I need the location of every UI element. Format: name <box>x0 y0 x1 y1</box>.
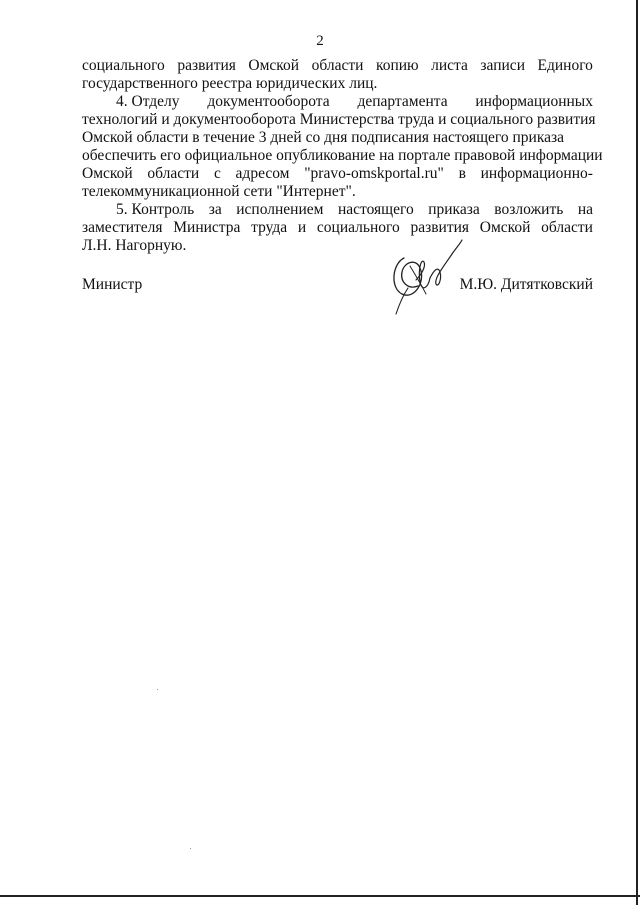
word: исполнением <box>236 201 324 218</box>
handwritten-signature <box>386 236 466 316</box>
word: информационно- <box>480 165 593 182</box>
word: информационных <box>475 93 593 110</box>
word: за <box>208 201 222 218</box>
word: листа <box>431 57 468 74</box>
word: копию <box>375 57 419 74</box>
word: Единого <box>537 57 593 74</box>
word: адресом <box>235 165 290 182</box>
paragraph-line <box>116 201 593 219</box>
word: заместителя <box>82 219 163 236</box>
paragraph-line <box>82 219 593 237</box>
word: области <box>147 165 200 182</box>
word: области <box>311 57 364 74</box>
word: телекоммуникационной сети "Интернет". <box>82 183 356 200</box>
signatory-name: М.Ю. Дитятковский <box>459 276 593 293</box>
word: в <box>458 165 466 182</box>
word: социального <box>316 219 400 236</box>
word: государственного реестра юридических лиц. <box>82 75 378 92</box>
paragraph-line <box>82 111 596 129</box>
word: технологий и документооборота Министерства труда и социального развития <box>82 111 596 128</box>
paragraph-line <box>82 57 593 75</box>
paragraph-line <box>82 75 593 93</box>
signatory-title: Министр <box>82 276 143 293</box>
paragraph-line <box>82 237 593 255</box>
paragraph-line <box>116 93 593 111</box>
word: социального <box>82 57 165 74</box>
word: с <box>213 165 221 182</box>
word: документооборота <box>207 93 330 110</box>
paragraph-line <box>82 183 593 201</box>
word: обеспечить его официальное опубликование на портале правовой информации <box>82 147 603 164</box>
scan-border-bottom <box>0 895 640 897</box>
word: труда <box>251 219 288 236</box>
word: развития <box>177 57 236 74</box>
word: "pravo-omskportal.ru" <box>304 165 444 182</box>
word: Л.Н. Нагорную. <box>82 237 187 254</box>
word: возложить <box>494 201 564 218</box>
paragraph-line <box>82 147 603 165</box>
word: и <box>297 219 307 236</box>
page-number: 2 <box>316 33 324 49</box>
word: настоящего <box>337 201 414 218</box>
word: области <box>541 219 593 236</box>
scan-border-right <box>636 0 638 905</box>
paragraph-line <box>82 129 593 147</box>
word: департамента <box>357 93 448 110</box>
scan-speck <box>157 689 158 690</box>
word: приказа <box>428 201 480 218</box>
word: Омской области в течение 3 дней со дня подписания настоящего приказа <box>82 129 565 146</box>
word: Омской <box>248 57 300 74</box>
word: Омской <box>82 165 133 182</box>
paragraph-line <box>82 165 593 183</box>
word: развития <box>410 219 470 236</box>
word: 4. Отделу <box>116 93 180 110</box>
word: Омской <box>479 219 531 236</box>
scan-speck <box>190 848 191 849</box>
word: на <box>577 201 593 218</box>
word: Министра <box>173 219 241 236</box>
word: записи <box>480 57 525 74</box>
word: 5. Контроль <box>116 201 195 218</box>
